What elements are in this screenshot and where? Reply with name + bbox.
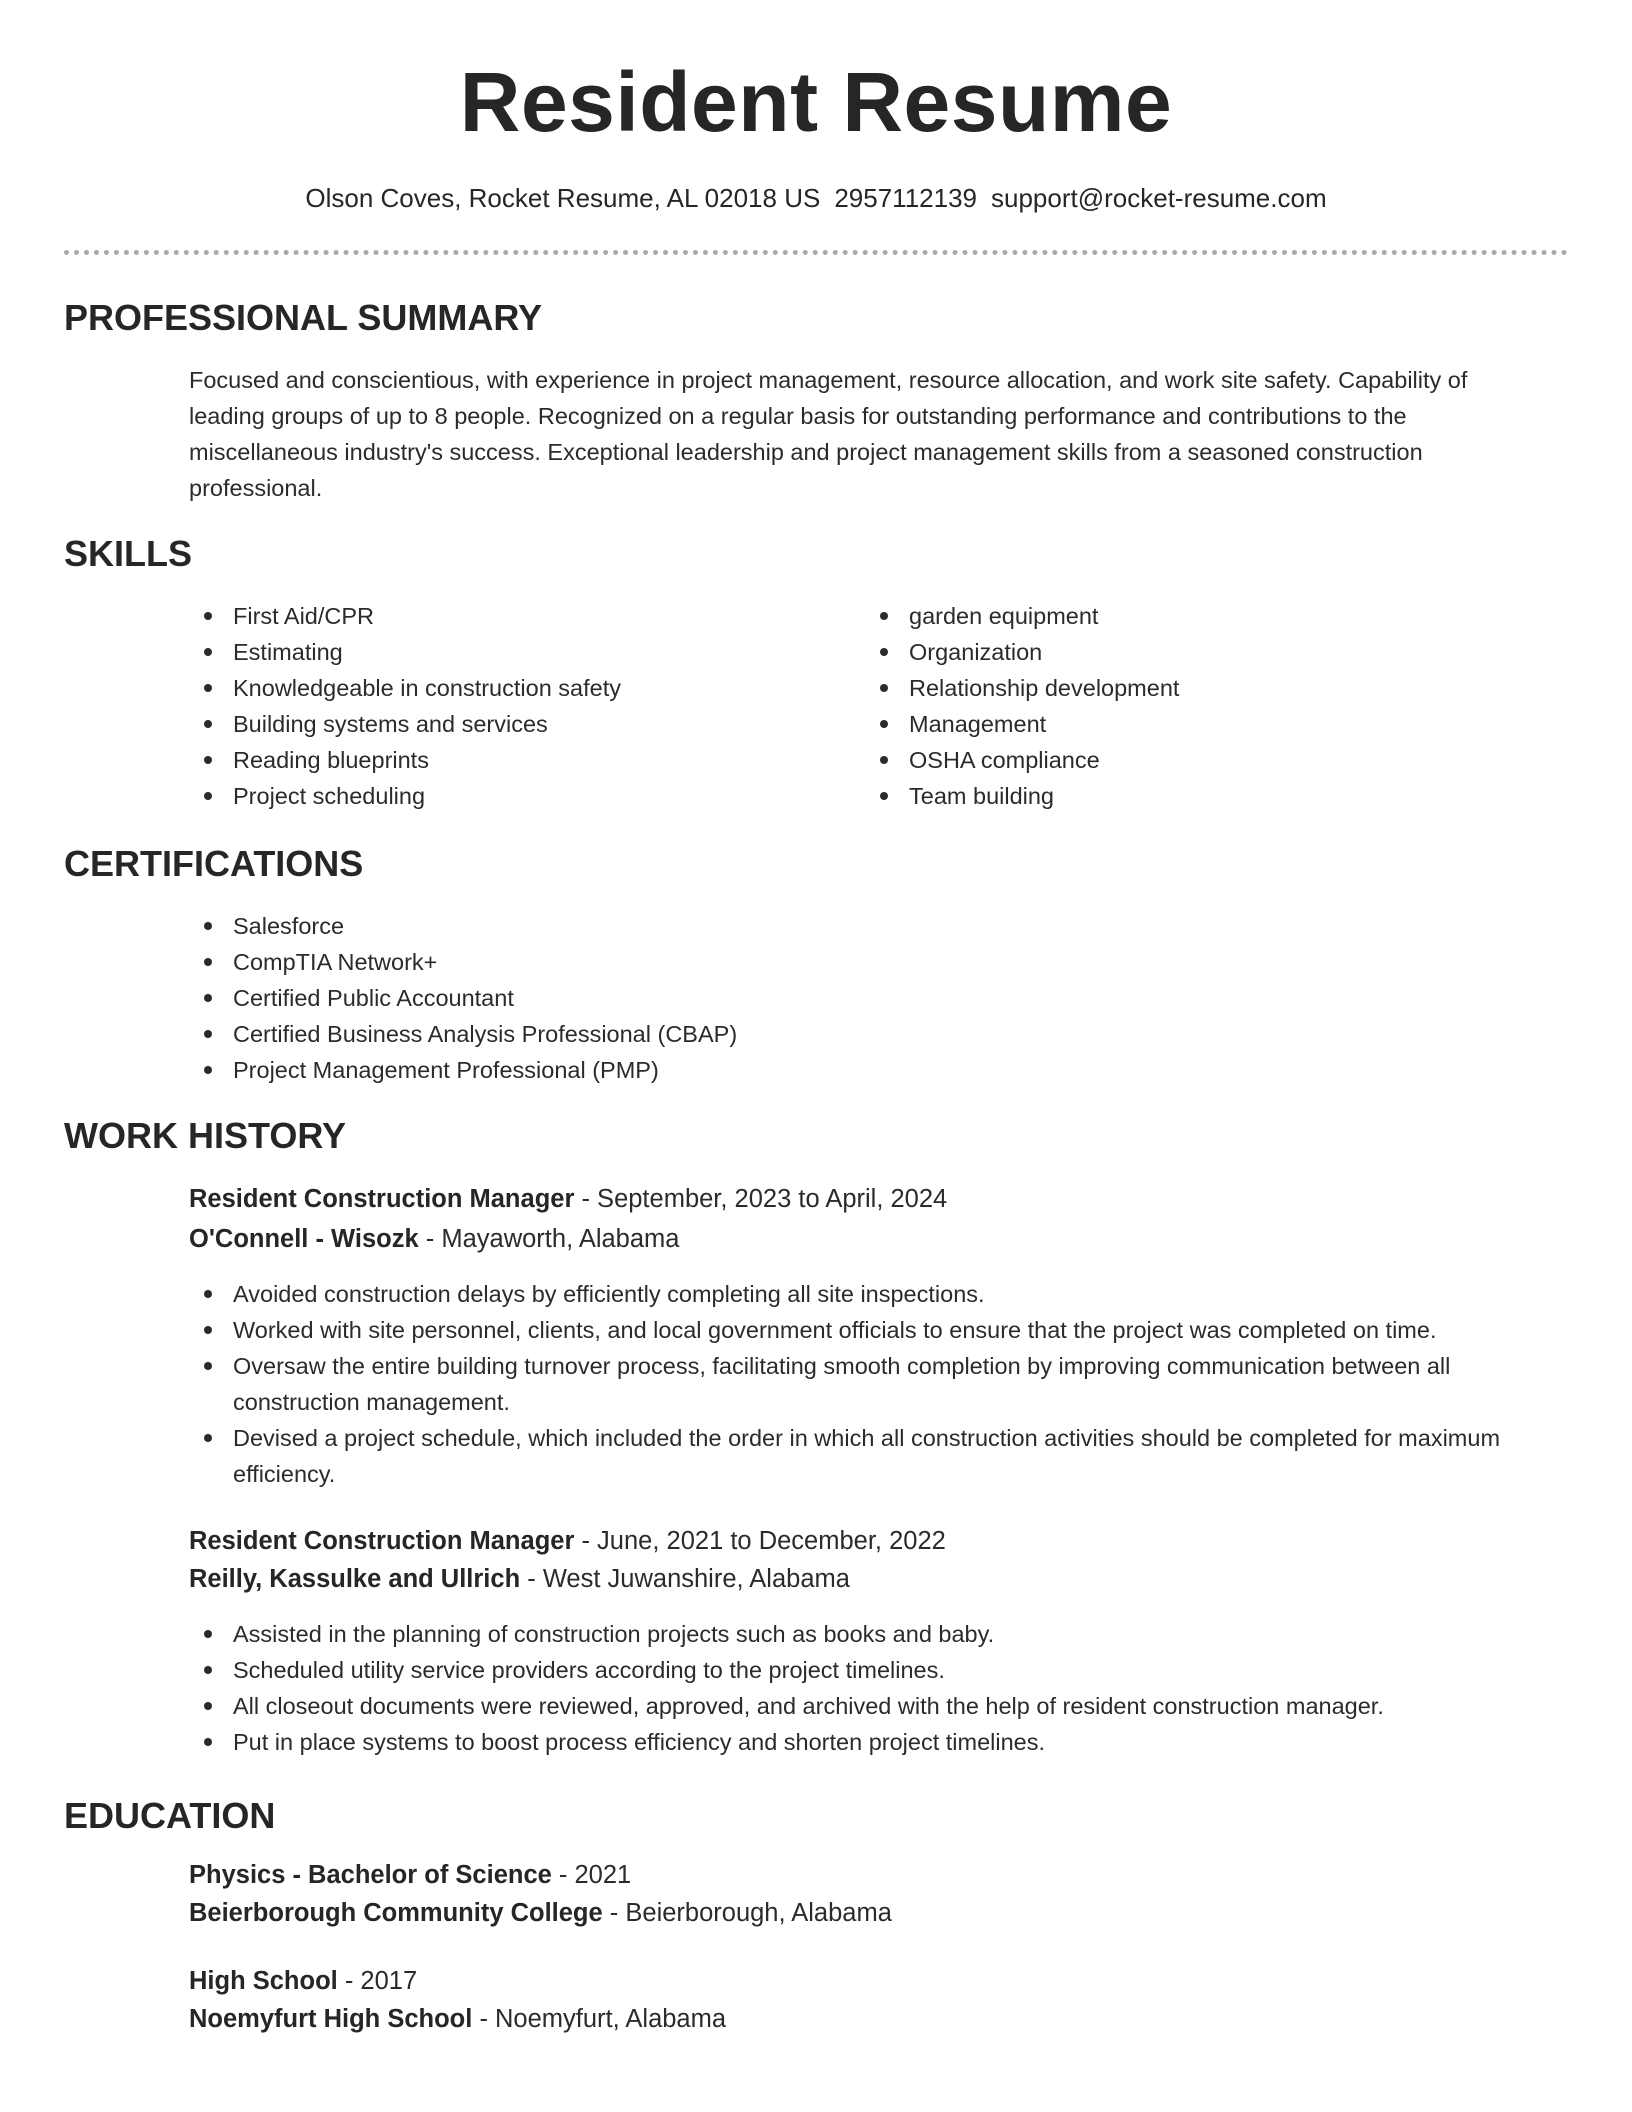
contact-address: Olson Coves, Rocket Resume, AL 02018 US [305,183,821,213]
job-bullet: Scheduled utility service providers according to the project timelines. [189,1652,1549,1688]
skill-item: Relationship development [865,670,1505,706]
certification-item: Certified Public Accountant [189,980,1549,1016]
header-divider [64,250,1568,255]
contact-email: support@rocket-resume.com [991,183,1327,213]
skill-item: Management [865,706,1505,742]
job-title-line [189,1180,947,1218]
job-dates: - September, 2023 to April, 2024 [581,1185,948,1213]
education-degree: High School [189,1967,338,1995]
summary-text: Focused and conscientious, with experience in project management, resource allocation, and work site safety. Capability of leading groups of up to 8 people. Recognized on a regular basis for outstanding performance and contributions to the miscellaneous industry's success. Exceptional leadership and project management skills from a seasoned construction professional. [189,367,1468,501]
skill-item: OSHA compliance [865,742,1505,778]
skills-list-left [189,598,829,814]
certification-item: Project Management Professional (PMP) [189,1052,1549,1088]
summary-heading: PROFESSIONAL SUMMARY [64,297,543,338]
education-school-line [189,2000,726,2038]
job-bullet: Avoided construction delays by efficiently completing all site inspections. [189,1276,1549,1312]
skills-heading: SKILLS [64,533,193,574]
skill-item: garden equipment [865,598,1505,634]
job-bullet: Worked with site personnel, clients, and local government officials to ensure that the project was completed on time. [189,1312,1549,1348]
skill-item: First Aid/CPR [189,598,829,634]
certification-item: Certified Business Analysis Professional (CBAP) [189,1016,1549,1052]
education-school-line [189,1894,892,1932]
certification-item: CompTIA Network+ [189,944,1549,980]
certification-item: Salesforce [189,908,1549,944]
job-title-line [189,1522,946,1560]
skill-item: Building systems and services [189,706,829,742]
job-bullet: Put in place systems to boost process efficiency and shorten project timelines. [189,1724,1549,1760]
job-role: Resident Construction Manager [189,1527,575,1555]
job-bullet: Assisted in the planning of construction projects such as books and baby. [189,1616,1549,1652]
skill-item: Project scheduling [189,778,829,814]
education-school: Beierborough Community College [189,1899,603,1927]
certifications-heading: CERTIFICATIONS [64,843,364,884]
skill-item: Knowledgeable in construction safety [189,670,829,706]
job-bullets [189,1616,1549,1760]
job-role: Resident Construction Manager [189,1185,575,1213]
job-location: - West Juwanshire, Alabama [527,1565,850,1593]
job-company-line [189,1220,679,1258]
education-degree: Physics - Bachelor of Science [189,1861,552,1889]
skill-item: Organization [865,634,1505,670]
contact-line [0,180,1632,216]
education-year: - 2017 [344,1967,418,1995]
skills-list-right [865,598,1505,814]
education-location: - Beierborough, Alabama [609,1899,892,1927]
resume-name: Resident Resume [459,55,1173,149]
education-school: Noemyfurt High School [189,2005,473,2033]
job-company: O'Connell - Wisozk [189,1225,419,1253]
work-history-heading: WORK HISTORY [64,1115,347,1156]
skill-item: Estimating [189,634,829,670]
job-location: - Mayaworth, Alabama [425,1225,680,1253]
skill-item: Reading blueprints [189,742,829,778]
education-heading: EDUCATION [64,1795,276,1836]
education-degree-line [189,1962,417,2000]
skill-item: Team building [865,778,1505,814]
job-company: Reilly, Kassulke and Ullrich [189,1565,521,1593]
job-bullets [189,1276,1549,1492]
education-year: - 2021 [558,1861,632,1889]
job-dates: - June, 2021 to December, 2022 [581,1527,946,1555]
contact-phone: 2957112139 [834,183,977,213]
job-bullet: Oversaw the entire building turnover process, facilitating smooth completion by improving communication between all construction management. [189,1348,1549,1420]
job-company-line [189,1560,850,1598]
job-bullet: Devised a project schedule, which included the order in which all construction activities should be completed for maximum efficiency. [189,1420,1549,1492]
job-bullet: All closeout documents were reviewed, approved, and archived with the help of resident construction manager. [189,1688,1549,1724]
certifications-list [189,908,1549,1088]
education-degree-line [189,1856,631,1894]
education-location: - Noemyfurt, Alabama [479,2005,727,2033]
